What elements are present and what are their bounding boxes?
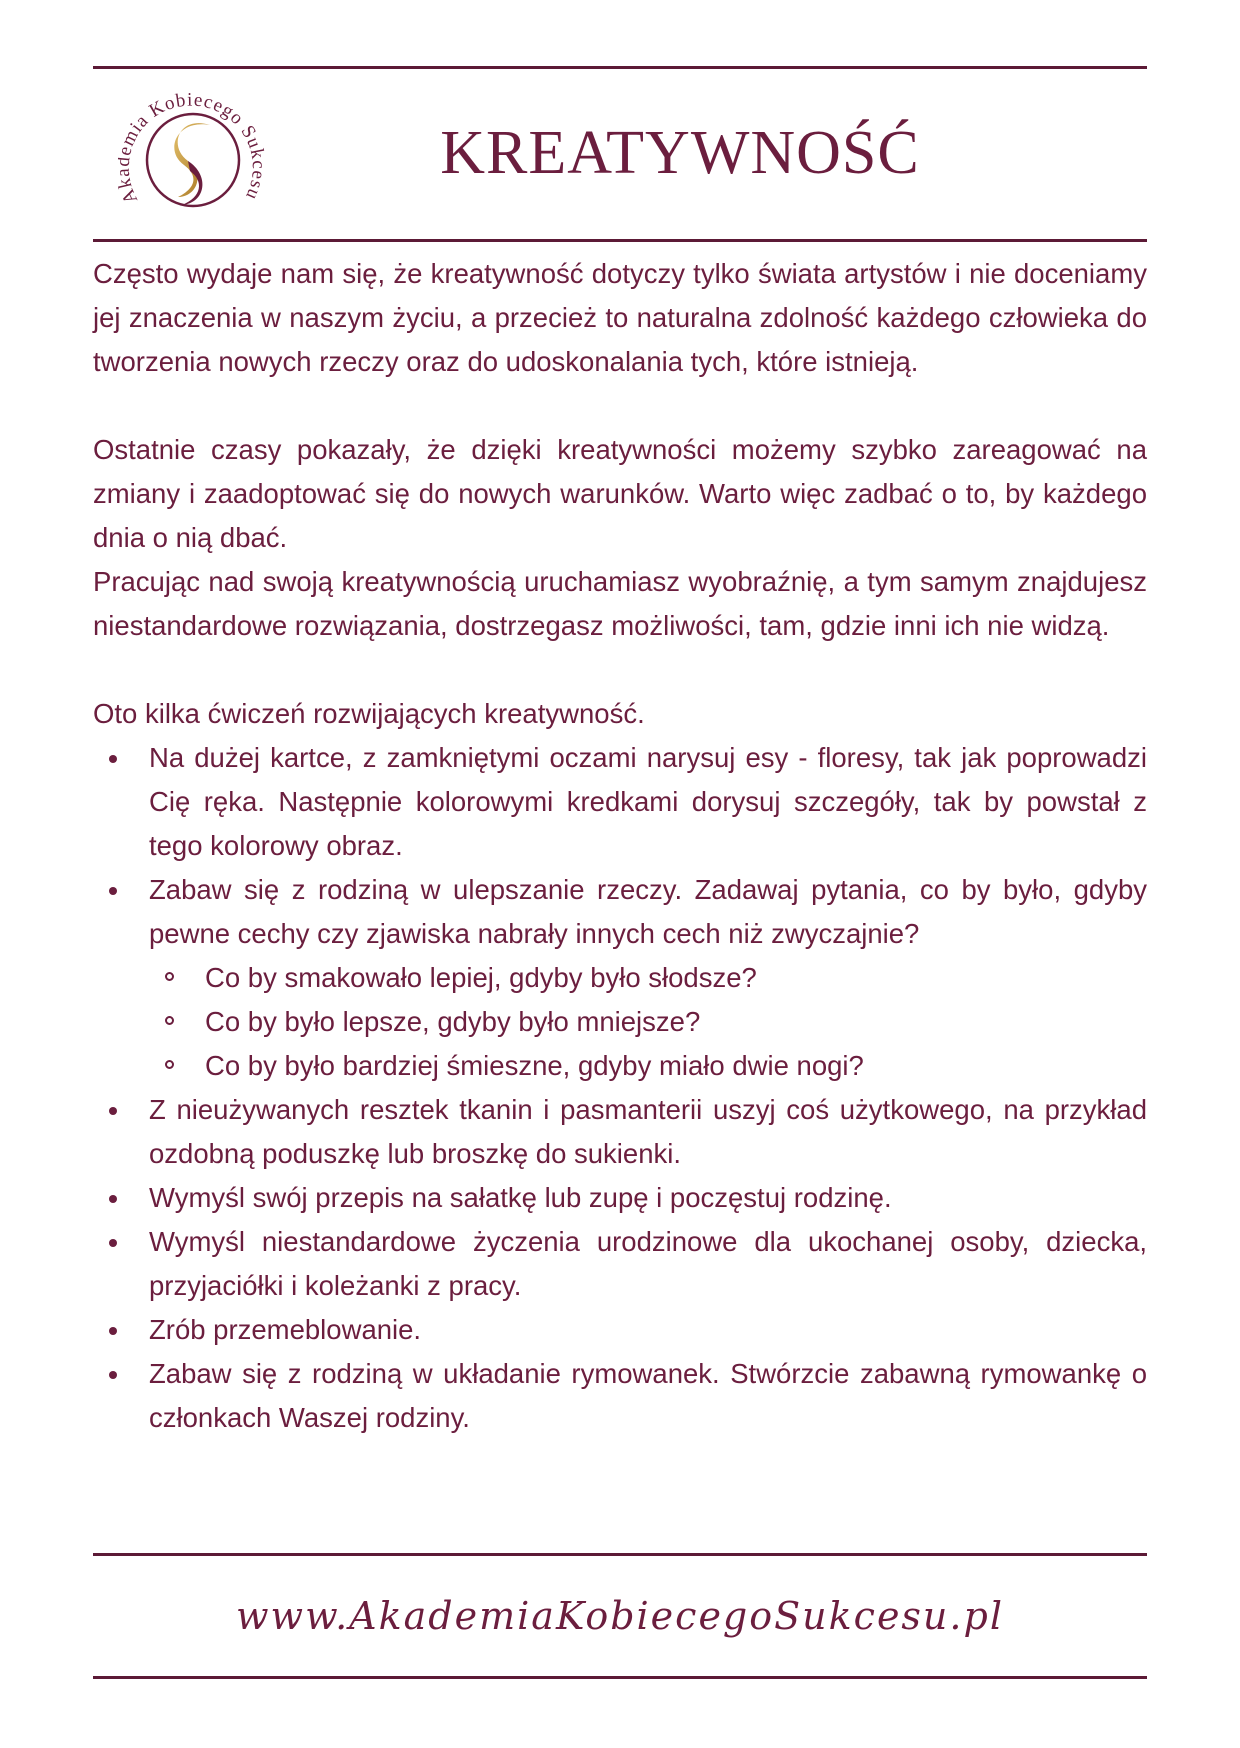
list-item: [93, 868, 1147, 956]
list-item-text: Wymyśl swój przepis na sałatkę lub zupę i poczęstuj rodzinę.: [149, 1182, 892, 1213]
question-sublist: [93, 956, 1147, 1088]
paragraph-intro: Często wydaje nam się, że kreatywność dotyczy tylko świata artystów i nie doceniamy jej znaczenia w naszym życiu, a przecież to naturalna zdolność każdego człowieka do tworzenia nowych rzeczy oraz do udoskonalania tych, które istnieją.: [93, 258, 1147, 377]
list-item-text: Wymyśl niestandardowe życzenia urodzinowe dla ukochanej osoby, dziecka, przyjaciółki i koleżanki z pracy.: [149, 1226, 1147, 1301]
bullet-icon: [109, 887, 117, 895]
exercise-list-continued: [93, 1088, 1147, 1440]
bullet-icon: [109, 755, 117, 763]
header-rule: [93, 239, 1147, 242]
list-item-text: Zabaw się z rodziną w układanie rymowanek. Stwórzcie zabawną rymowankę o członkach Waszej rodziny.: [149, 1358, 1147, 1433]
bullet-icon: [109, 1239, 117, 1247]
list-item-text: Zrób przemeblowanie.: [149, 1314, 422, 1345]
footer-top-rule: [93, 1553, 1147, 1556]
paragraph-spacer: [93, 648, 1147, 692]
list-item-text: Zabaw się z rodziną w ulepszanie rzeczy. Zadawaj pytania, co by było, gdyby pewne cechy czy zjawiska nabrały innych cech niż zwyczajnie?: [149, 874, 1147, 949]
sublist-item-text: Co by było bardziej śmieszne, gdyby miało dwie nogi?: [205, 1050, 864, 1081]
list-item: [93, 1220, 1147, 1308]
logo-emblem-icon: [118, 85, 268, 235]
list-item: [93, 736, 1147, 868]
main-content: [93, 252, 1147, 1440]
academy-logo: [118, 85, 268, 235]
page-title: KREATYWNOŚĆ: [440, 119, 920, 187]
sublist-item: [93, 1044, 1147, 1088]
sublist-item-text: Co by smakowało lepiej, gdyby było słodsze?: [205, 962, 757, 993]
hollow-bullet-icon: [165, 972, 174, 981]
bullet-icon: [109, 1371, 117, 1379]
website-link[interactable]: www.AkademiaKobiecegoSukcesu.pl: [236, 1594, 1004, 1638]
sublist-item: [93, 956, 1147, 1000]
list-item-text: Z nieużywanych resztek tkanin i pasmanterii uszyj coś użytkowego, na przykład ozdobną poduszkę lub broszkę do sukienki.: [149, 1094, 1147, 1169]
sublist-item-text: Co by było lepsze, gdyby było mniejsze?: [205, 1006, 701, 1037]
hollow-bullet-icon: [165, 1016, 174, 1025]
list-item: [93, 1176, 1147, 1220]
bullet-icon: [109, 1195, 117, 1203]
paragraph-recent-times: Ostatnie czasy pokazały, że dzięki kreatywności możemy szybko zareagować na zmiany i zaadoptować się do nowych warunków. Warto więc zadbać o to, by każdego dnia o nią dbać.: [93, 434, 1147, 553]
sublist-item: [93, 1000, 1147, 1044]
list-item: [93, 1308, 1147, 1352]
list-item: [93, 1352, 1147, 1440]
list-item-text: Na dużej kartce, z zamkniętymi oczami narysuj esy - floresy, tak jak poprowadzi Cię ręka. Następnie kolorowymi kredkami dorysuj szczegóły, tak by powstał z tego kolorowy obraz.: [149, 742, 1147, 861]
logo-text: A mia Kobiecego Sukcesu: [118, 89, 268, 207]
bullet-icon: [109, 1327, 117, 1335]
list-intro: Oto kilka ćwiczeń rozwijających kreatywność.: [93, 698, 645, 729]
bullet-icon: [109, 1107, 117, 1115]
exercise-list: [93, 736, 1147, 956]
footer-bottom-rule: [93, 1676, 1147, 1679]
paragraph-working-on-creativity: Pracując nad swoją kreatywnością uruchamiasz wyobraźnię, a tym samym znajdujesz niestandardowe rozwiązania, dostrzegasz możliwości, tam, gdzie inni ich nie widzą.: [93, 566, 1147, 641]
list-item: [93, 1088, 1147, 1176]
hollow-bullet-icon: [165, 1060, 174, 1069]
paragraph-spacer: [93, 384, 1147, 428]
top-rule: [93, 66, 1147, 69]
